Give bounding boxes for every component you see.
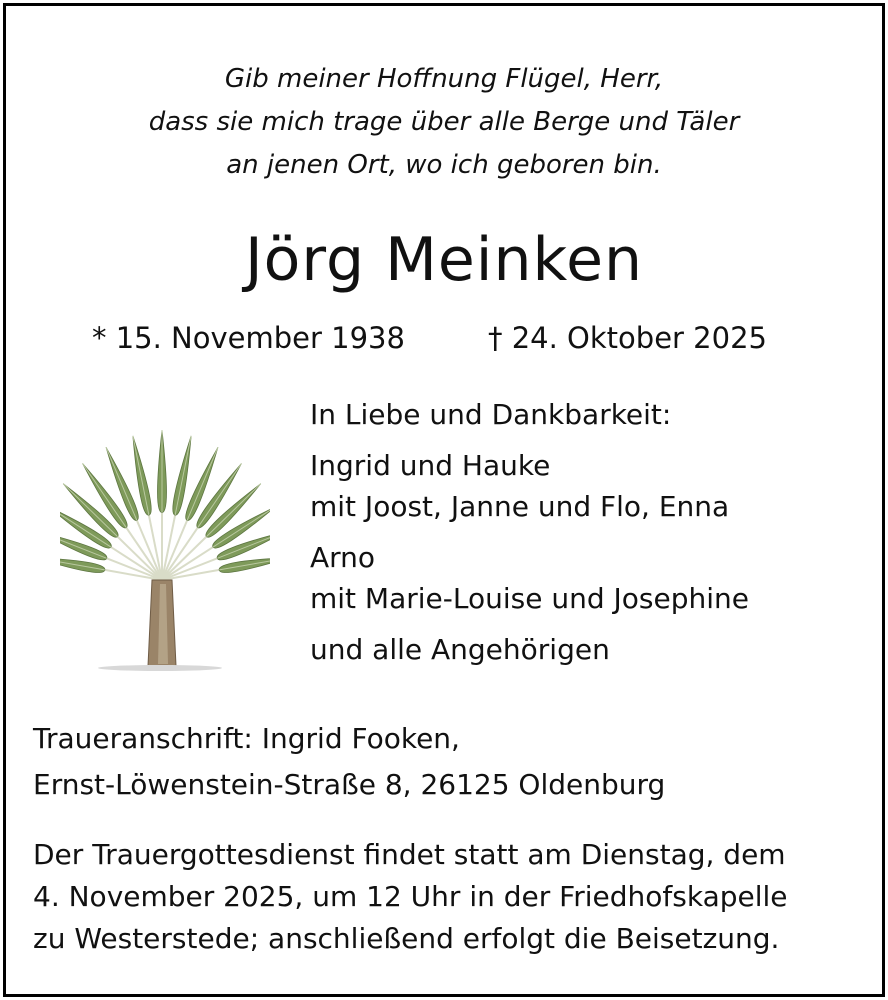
- family-intro: In Liebe und Dankbarkeit:: [310, 398, 672, 431]
- quote-verse: [0, 58, 888, 187]
- quote-line: an jenen Ort, wo ich geboren bin.: [226, 150, 662, 180]
- address-line: Traueranschrift: Ingrid Fooken,: [33, 722, 460, 755]
- service-line: zu Westerstede; anschließend erfolgt die Beisetzung.: [33, 922, 780, 955]
- palm-tree-icon: [60, 408, 270, 676]
- family-closing: und alle Angehörigen: [310, 633, 610, 666]
- deceased-name: Jörg Meinken: [244, 225, 644, 295]
- family-line: mit Marie-Louise und Josephine: [310, 582, 749, 615]
- palm-fan: [60, 430, 270, 580]
- address-line: Ernst-Löwenstein-Straße 8, 26125 Oldenburg: [33, 768, 666, 801]
- palm-leaf: [60, 558, 105, 573]
- quote-line: dass sie mich trage über alle Berge und Täler: [148, 107, 740, 137]
- funeral-service-notice: [33, 834, 788, 960]
- death-date: † 24. Oktober 2025: [488, 321, 767, 355]
- family-line: Arno: [310, 541, 376, 574]
- family-list: [310, 395, 749, 671]
- palm-ground: [98, 665, 222, 671]
- mourning-address: [33, 716, 665, 808]
- quote-line: Gib meiner Hoffnung Flügel, Herr,: [224, 64, 664, 94]
- service-line: Der Trauergottesdienst findet statt am Dienstag, dem: [33, 838, 786, 871]
- birth-date: * 15. November 1938: [92, 321, 405, 355]
- palm-leaf-vein: [175, 436, 191, 515]
- family-line: mit Joost, Janne und Flo, Enna: [310, 490, 730, 523]
- service-line: 4. November 2025, um 12 Uhr in der Friedhofskapelle: [33, 880, 788, 913]
- family-line: Ingrid und Hauke: [310, 449, 551, 482]
- palm-leaf-vein: [133, 436, 149, 515]
